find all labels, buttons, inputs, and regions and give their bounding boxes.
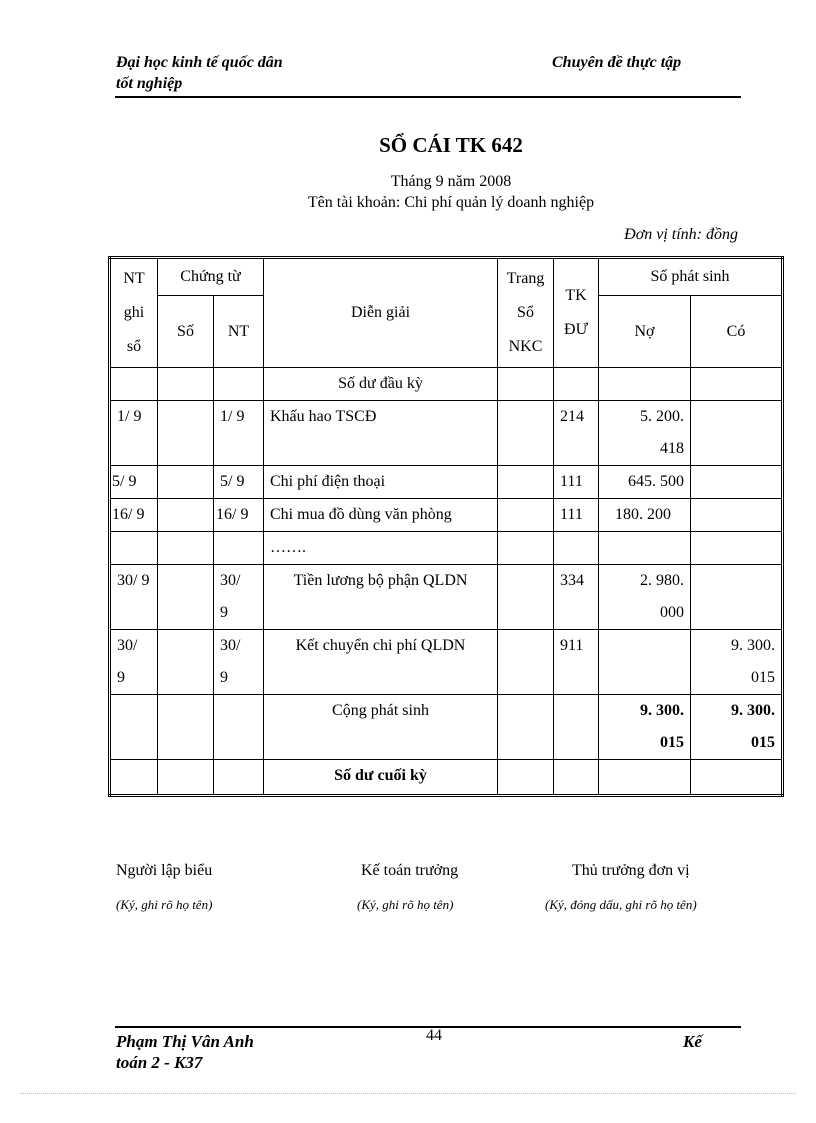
row-nt-ghi: 1/ 9	[110, 401, 158, 466]
table-row	[110, 630, 783, 695]
header-report-type: Chuyên đề thực tập	[552, 54, 682, 71]
row-dien-giai: Tiền lương bộ phận QLDN	[264, 565, 498, 630]
signature-chief-accountant: Kế toán trưởng	[361, 862, 459, 879]
row-nt-ghi: 5/ 9	[110, 466, 158, 499]
row-nt: 5/ 9	[214, 466, 264, 499]
total-no: 9. 300. 015	[599, 695, 691, 760]
row-nt: 30/ 9	[214, 565, 264, 630]
table-row	[110, 401, 783, 466]
col-no: Nợ	[599, 296, 691, 368]
row-tk: 911	[554, 630, 599, 695]
footer-author	[116, 1031, 254, 1073]
header-row-1	[110, 258, 783, 296]
row-nt-ghi: 16/ 9	[110, 499, 158, 532]
ledger-table	[108, 256, 784, 797]
row-no: 2. 980. 000	[599, 565, 691, 630]
col-dien-giai: Diễn giải	[264, 258, 498, 368]
account-name: Tên tài khoản: Chi phí quản lý doanh nghiệp	[307, 194, 595, 211]
row-tk: 111	[554, 499, 599, 532]
col-tk-du: TK ĐƯ	[554, 258, 599, 368]
row-tk: 111	[554, 466, 599, 499]
row-nt-ghi: 30/ 9	[110, 630, 158, 695]
footer-right: Kế	[683, 1032, 702, 1051]
row-dien-giai: Kết chuyển chi phí QLDN	[264, 630, 498, 695]
header-school	[116, 52, 283, 94]
footer-author-line2: toán 2 - K37	[116, 1053, 203, 1072]
signature-chief-accountant-note: (Ký, ghi rõ họ tên)	[357, 897, 454, 912]
col-nt: NT	[214, 296, 264, 368]
row-nt: 16/ 9	[214, 499, 264, 532]
row-dien-giai: Khấu hao TSCĐ	[264, 401, 498, 466]
header-rule	[115, 96, 741, 98]
signature-director-note: (Ký, đóng dấu, ghi rõ họ tên)	[545, 897, 697, 912]
total-label: Cộng phát sinh	[264, 695, 498, 760]
table-row	[110, 565, 783, 630]
closing-balance-label: Số dư cuối kỳ	[264, 760, 498, 796]
total-row	[110, 695, 783, 760]
row-dien-giai: Chi phí điện thoại	[264, 466, 498, 499]
opening-balance-label: Số dư đầu kỳ	[264, 368, 498, 401]
closing-balance-row	[110, 760, 783, 796]
row-tk: 214	[554, 401, 599, 466]
period: Tháng 9 năm 2008	[390, 173, 512, 190]
col-so-phat-sinh: Số phát sinh	[599, 258, 783, 296]
col-co: Có	[691, 296, 783, 368]
total-co: 9. 300. 015	[691, 695, 783, 760]
currency-unit: Đơn vị tính: đồng	[624, 226, 738, 243]
table-row	[110, 532, 783, 565]
row-nt-ghi: 30/ 9	[110, 565, 158, 630]
signature-preparer-note: (Ký, ghi rõ họ tên)	[116, 897, 213, 912]
opening-balance-row	[110, 368, 783, 401]
col-so: Số	[158, 296, 214, 368]
table-row	[110, 466, 783, 499]
page-title: SỔ CÁI TK 642	[379, 133, 523, 157]
row-nt: 30/ 9	[214, 630, 264, 695]
footer-author-line1: Phạm Thị Vân Anh	[116, 1032, 254, 1051]
table-row	[110, 499, 783, 532]
signature-preparer: Người lập biểu	[116, 862, 213, 879]
col-chung-tu: Chứng từ	[158, 258, 264, 296]
row-dien-giai: …….	[264, 532, 498, 565]
header-school-line1: Đại học kinh tế quốc dân	[116, 54, 283, 71]
signature-director: Thủ trưởng đơn vị	[572, 862, 690, 879]
col-trang-so-nkc: Trang Sổ NKC	[498, 258, 554, 368]
bottom-dotted-line	[20, 1093, 796, 1094]
row-no: 180. 200	[599, 499, 691, 532]
col-nt-ghi-so: NT ghi sổ	[110, 258, 158, 368]
row-tk: 334	[554, 565, 599, 630]
row-dien-giai: Chi mua đồ dùng văn phòng	[264, 499, 498, 532]
page-number: 44	[426, 1027, 442, 1044]
header-school-line2: tốt nghiệp	[116, 75, 183, 92]
row-no: 5. 200. 418	[599, 401, 691, 466]
row-co: 9. 300. 015	[691, 630, 783, 695]
row-no: 645. 500	[599, 466, 691, 499]
row-nt: 1/ 9	[214, 401, 264, 466]
